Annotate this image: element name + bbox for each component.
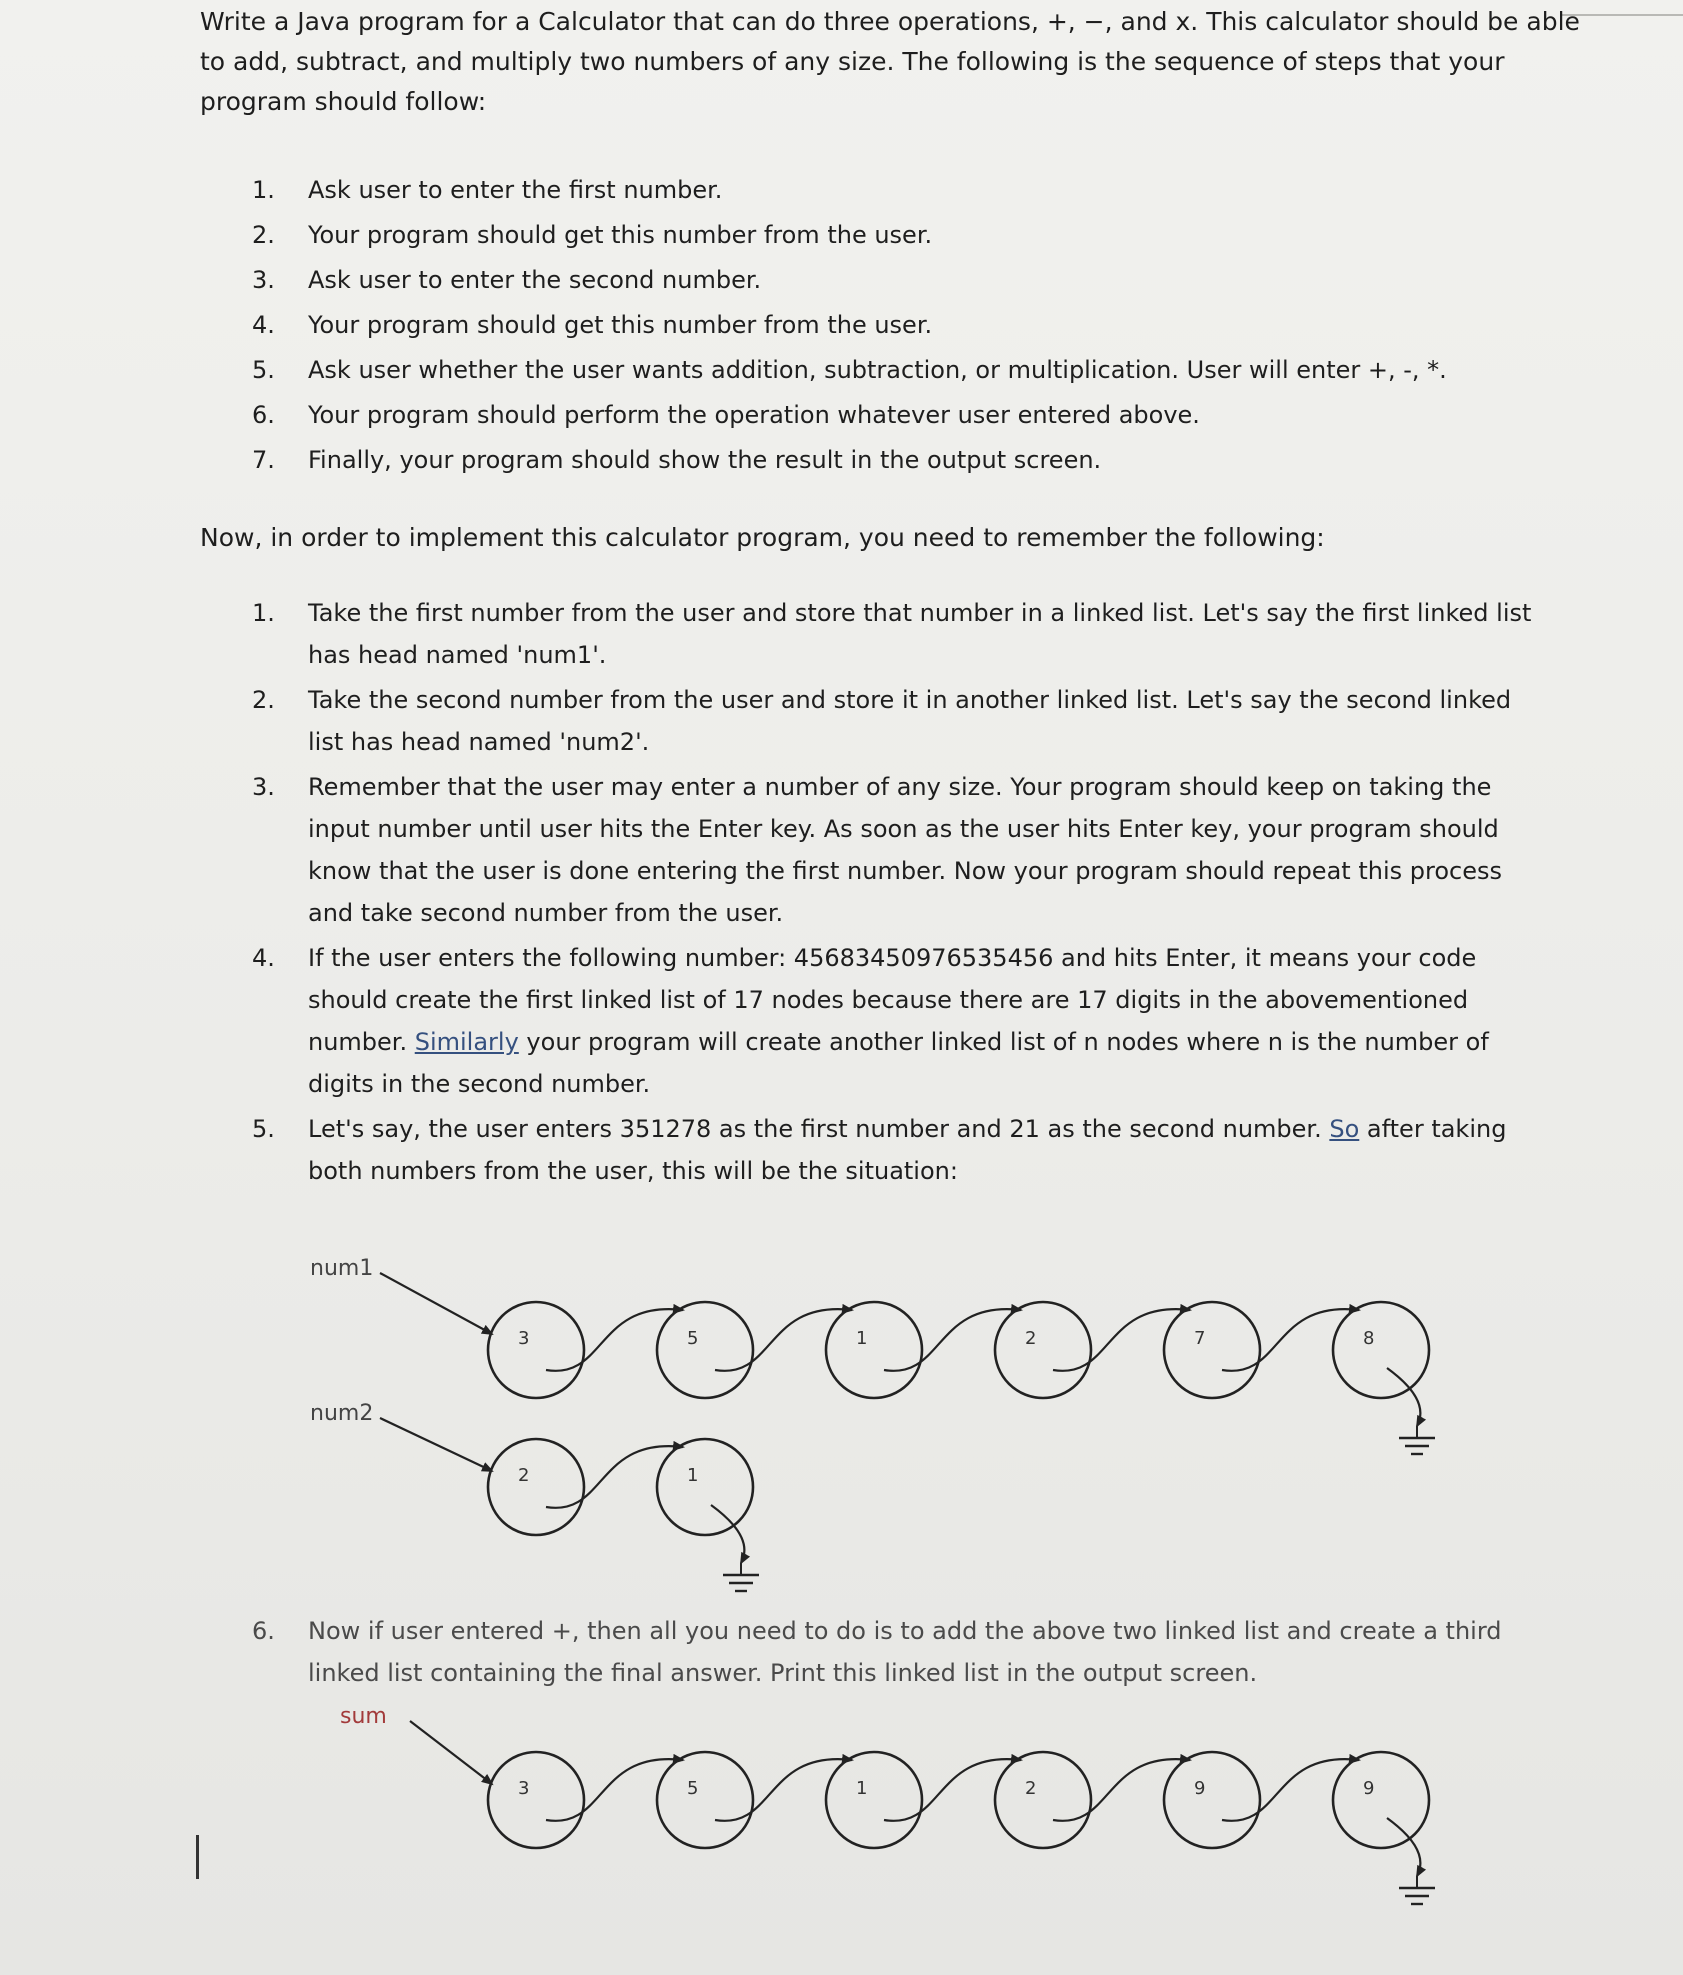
list-number: 4.: [252, 944, 275, 972]
node-digit: 5: [687, 1778, 699, 1799]
list-number: 2.: [252, 221, 275, 249]
list-node: [488, 1302, 584, 1398]
list-text: Remember that the user may enter a number of any size. Your program should keep on taking the input number until user hits the Enter key. As soon as the user hits Enter key, your program should know that the user is done entering the first number. Now your program should repeat this process and take second number from the user.: [308, 773, 1502, 927]
list-text: Your program should perform the operation whatever user entered above.: [308, 401, 1200, 429]
next-pointer-arrow: [884, 1759, 1021, 1821]
list-number: 7.: [252, 446, 275, 474]
node-digit: 2: [1025, 1328, 1037, 1349]
list-node: [826, 1752, 922, 1848]
list-number: 1.: [252, 599, 275, 627]
list-node: [1333, 1302, 1429, 1398]
list-node: [1164, 1302, 1260, 1398]
list-node: [488, 1752, 584, 1848]
list-node: [657, 1439, 753, 1535]
next-pointer-arrow: [884, 1309, 1021, 1371]
next-pointer-arrow: [715, 1309, 852, 1371]
list-text-start: Let's say, the user enters 351278 as the first number and 21 as the second number.: [308, 1115, 1330, 1143]
list-node: [1333, 1752, 1429, 1848]
list-head-label: num2: [310, 1401, 374, 1426]
list-number: 2.: [252, 686, 275, 714]
list-node: [995, 1752, 1091, 1848]
list-text-end: after taking both numbers from the user, this will be the situation:: [308, 1115, 1507, 1185]
list-text: Ask user to enter the second number.: [308, 266, 762, 294]
list-node: [995, 1302, 1091, 1398]
next-pointer-arrow: [1053, 1759, 1190, 1821]
node-digit: 9: [1194, 1778, 1206, 1799]
spellcheck-word[interactable]: So: [1329, 1115, 1360, 1143]
list-node: [657, 1752, 753, 1848]
list-text: Now if user entered +, then all you need to do is to add the above two linked list and create a third linked list containing the final answer. Print this linked list in the output screen.: [308, 1617, 1502, 1687]
node-digit: 5: [687, 1328, 699, 1349]
list-number: 5.: [252, 356, 275, 384]
node-digit: 1: [856, 1778, 868, 1799]
next-pointer-arrow: [546, 1759, 683, 1821]
next-pointer-arrow: [1222, 1309, 1359, 1371]
list-text: Your program should get this number from the user.: [308, 221, 933, 249]
null-ground-icon: [1399, 1426, 1435, 1454]
list-head-label: sum: [340, 1704, 387, 1729]
next-pointer-arrow: [546, 1446, 683, 1508]
intro-paragraph: Write a Java program for a Calculator that can do three operations, +, −, and x. This calculator should be able to add, subtract, and multiply two numbers of any size. The following is the sequence of steps that your program should follow:: [200, 7, 1580, 116]
null-ground-icon: [723, 1563, 759, 1591]
list-text: Your program should get this number from the user.: [308, 311, 933, 339]
list-number: 5.: [252, 1115, 275, 1143]
list-head-label: num1: [310, 1256, 374, 1281]
result-linked-list: [340, 1704, 1435, 1904]
node-digit: 2: [518, 1465, 530, 1486]
spellcheck-word[interactable]: Similarly: [414, 1028, 519, 1056]
list-node: [826, 1302, 922, 1398]
list-number: 4.: [252, 311, 275, 339]
list-text: Take the first number from the user and store that number in a linked list. Let's say the first linked list has head named 'num1'.: [308, 599, 1532, 669]
node-digit: 3: [518, 1778, 530, 1799]
node-digit: 1: [687, 1465, 699, 1486]
node-digit: 1: [856, 1328, 868, 1349]
list-text: Finally, your program should show the result in the output screen.: [308, 446, 1102, 474]
list-text: Take the second number from the user and store it in another linked list. Let's say the second linked list has head named 'num2'.: [308, 686, 1512, 756]
head-pointer-arrow: [380, 1418, 492, 1471]
list-text-end: your program will create another linked list of n nodes where n is the number of digits in the second number.: [308, 1028, 1489, 1098]
null-ground-icon: [1399, 1876, 1435, 1904]
text-cursor: [196, 1835, 199, 1879]
list-text: Ask user to enter the first number.: [308, 176, 723, 204]
node-digit: 8: [1363, 1328, 1375, 1349]
next-pointer-arrow: [1222, 1759, 1359, 1821]
node-digit: 9: [1363, 1778, 1375, 1799]
next-pointer-arrow: [715, 1759, 852, 1821]
list-node: [657, 1302, 753, 1398]
list-node: [1164, 1752, 1260, 1848]
list-number: 3.: [252, 266, 275, 294]
note-paragraph: Now, in order to implement this calculator program, you need to remember the following:: [200, 523, 1325, 552]
num2-linked-list: [310, 1401, 759, 1591]
list-number: 3.: [252, 773, 275, 801]
num1-linked-list: [310, 1256, 1435, 1454]
list-text-start: If the user enters the following number: 45683450976535456 and hits Enter, it means your code should create the first linked list of 17 nodes because there are 17 digits in the abovementioned number.: [308, 944, 1477, 1056]
next-pointer-arrow: [1053, 1309, 1190, 1371]
list-number: 6.: [252, 401, 275, 429]
node-digit: 2: [1025, 1778, 1037, 1799]
next-pointer-arrow: [546, 1309, 683, 1371]
node-digit: 7: [1194, 1328, 1206, 1349]
list-number: 6.: [252, 1617, 275, 1645]
list-number: 1.: [252, 176, 275, 204]
list-text: Ask user whether the user wants addition, subtraction, or multiplication. User will enter +, -, *.: [308, 356, 1447, 384]
head-pointer-arrow: [410, 1721, 492, 1784]
node-digit: 3: [518, 1328, 530, 1349]
head-pointer-arrow: [380, 1273, 492, 1334]
list-node: [488, 1439, 584, 1535]
